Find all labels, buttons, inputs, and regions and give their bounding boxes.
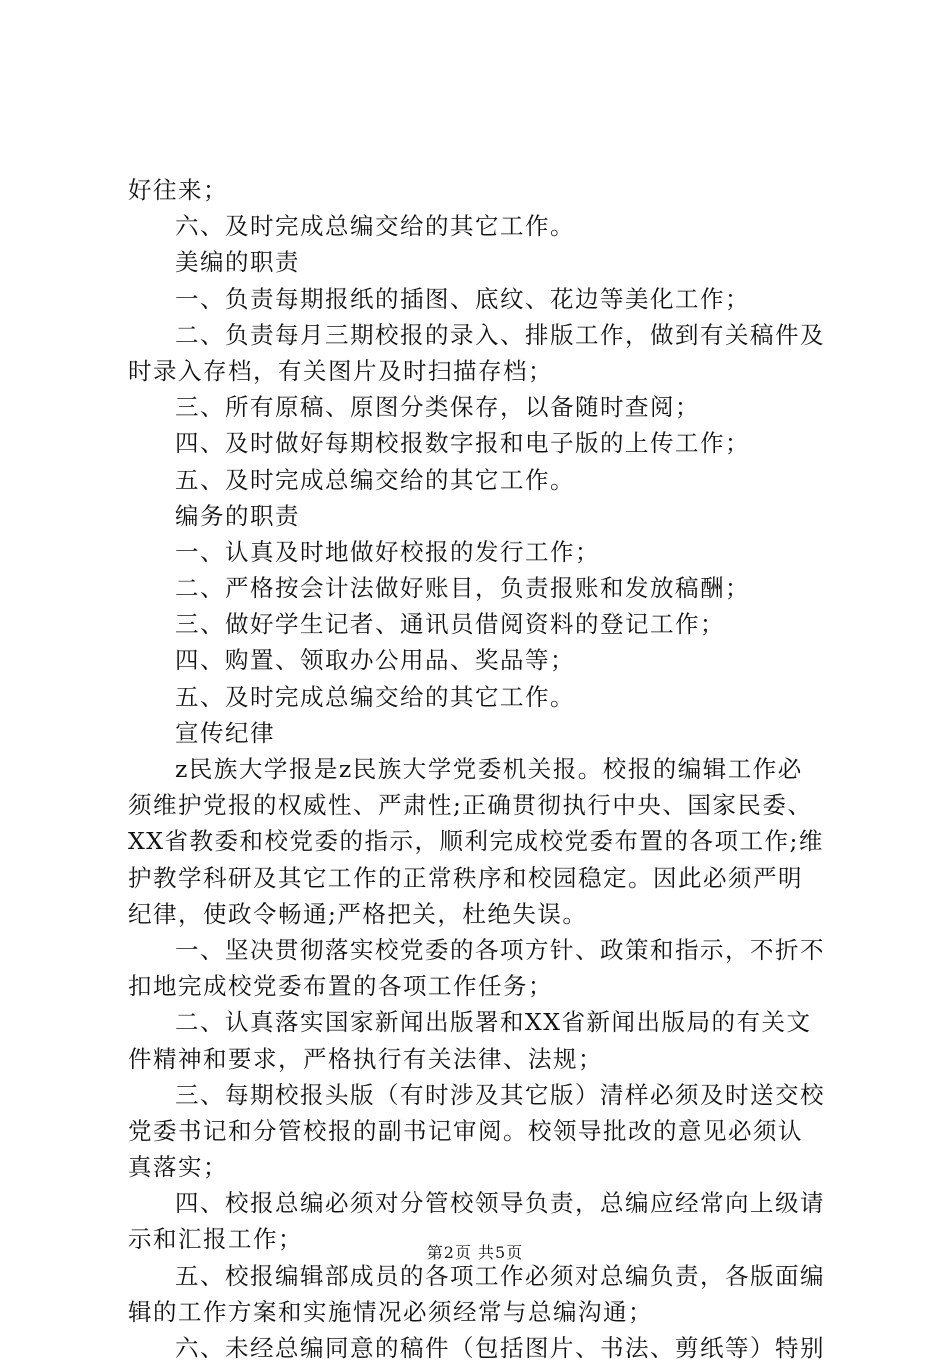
text-line: 真落实；	[128, 1153, 228, 1182]
text-line: 三、做好学生记者、通讯员借阅资料的登记工作；	[175, 610, 725, 639]
text-line: 四、购置、领取办公用品、奖品等；	[175, 646, 575, 675]
text-line: 五、及时完成总编交给的其它工作。	[175, 465, 575, 494]
text-line: 二、负责每月三期校报的录入、排版工作，做到有关稿件及	[175, 320, 825, 349]
text-line: 二、严格按会计法做好账目，负责报账和发放稿酬；	[175, 574, 750, 603]
text-line: 三、所有原稿、原图分类保存，以备随时查阅；	[175, 393, 700, 422]
text-line: 辑的工作方案和实施情况必须经常与总编沟通；	[128, 1297, 653, 1326]
text-line: 编务的职责	[175, 501, 300, 530]
text-line: 宣传纪律	[175, 718, 275, 747]
text-line: 二、认真落实国家新闻出版署和XX省新闻出版局的有关文	[175, 1008, 812, 1037]
text-line: 六、及时完成总编交给的其它工作。	[175, 212, 575, 241]
text-line: 一、负责每期报纸的插图、底纹、花边等美化工作；	[175, 284, 750, 313]
text-line: 件精神和要求，严格执行有关法律、法规；	[128, 1044, 603, 1073]
text-line: 纪律，使政令畅通;严格把关，杜绝失误。	[128, 899, 588, 928]
text-line: XX省教委和校党委的指示，顺利完成校党委布置的各项工作;维	[128, 827, 824, 856]
text-line: 一、坚决贯彻落实校党委的各项方针、政策和指示，不折不	[175, 935, 825, 964]
text-line: z民族大学报是z民族大学党委机关报。校报的编辑工作必	[175, 755, 803, 783]
text-line: 扣地完成校党委布置的各项工作任务；	[128, 972, 553, 1001]
text-line: 六、未经总编同意的稿件（包括图片、书法、剪纸等）特别	[175, 1334, 825, 1362]
document-body	[128, 172, 840, 1366]
text-line: 五、及时完成总编交给的其它工作。	[175, 682, 575, 711]
text-line: 须维护党报的权威性、严肃性;正确贯彻执行中央、国家民委、	[128, 791, 813, 820]
text-line: 时录入存档，有关图片及时扫描存档；	[128, 356, 553, 385]
text-line: 好往来；	[128, 176, 228, 204]
text-line: 护教学科研及其它工作的正常秩序和校园稳定。因此必须严明	[128, 863, 803, 892]
text-line: 一、认真及时地做好校报的发行工作；	[175, 537, 600, 566]
text-line: 四、及时做好每期校报数字报和电子版的上传工作；	[175, 429, 750, 458]
text-line: 示和汇报工作；	[128, 1225, 303, 1254]
text-line: 四、校报总编必须对分管校领导负责，总编应经常向上级请	[175, 1189, 825, 1218]
text-line: 美编的职责	[175, 248, 300, 277]
text-line: 党委书记和分管校报的副书记审阅。校领导批改的意见必须认	[128, 1116, 803, 1145]
text-line: 五、校报编辑部成员的各项工作必须对总编负责，各版面编	[175, 1261, 825, 1290]
page-footer	[0, 1240, 950, 1263]
text-line: 三、每期校报头版（有时涉及其它版）清样必须及时送交校	[175, 1080, 825, 1109]
page-number: 第2页 共5页	[426, 1243, 524, 1262]
